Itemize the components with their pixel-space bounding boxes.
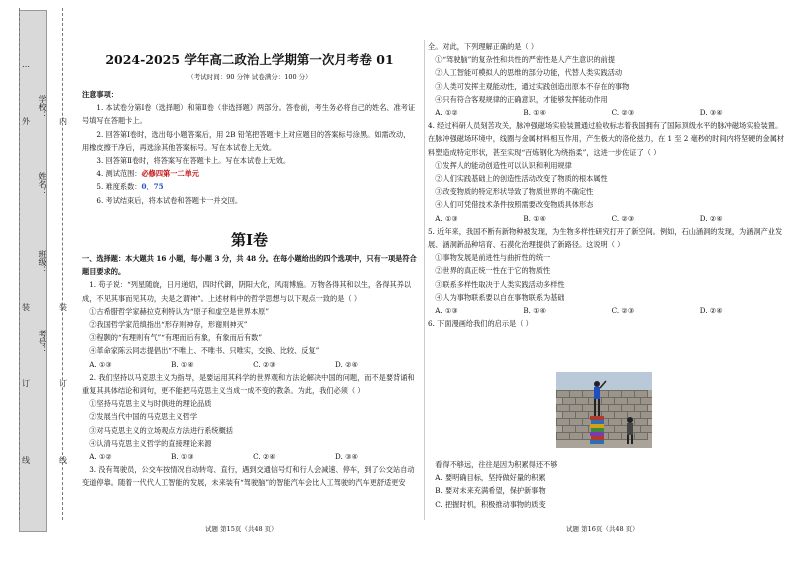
q5-options xyxy=(428,304,788,317)
comic-caption: 看得不够远，往往是因为积累得还不够 xyxy=(435,460,558,469)
q6-stem: 6. 下面漫画给我们的启示是（ ） xyxy=(428,319,533,329)
binding-dash-outer xyxy=(19,8,20,520)
binding-dash-inner xyxy=(62,8,63,520)
q5-option-d[interactable]: D. ②④ xyxy=(699,306,723,316)
q1-option-b[interactable]: B. ①④ xyxy=(171,359,194,369)
q4-item: ④人们可凭借技术条件按照需要改变物质具体形态 xyxy=(435,200,594,210)
q2-options xyxy=(82,450,417,463)
q1-item: ④革命家陈云同志提倡出“不唯上、不唯书、只唯实，交换、比较、反复” xyxy=(89,346,320,356)
q5-stem: 5. 近年来，我国不断有新物种被发现，为生物多样性研究打开了新空间。例如，石山涵洞的发现，为涵洞产业发展、涵洞新品种培育、石漠化治理提供了新路径。这说明（ ） xyxy=(428,226,783,250)
notes-heading: 注意事项： xyxy=(82,90,118,99)
name-label: 姓名： xyxy=(38,172,47,196)
left-column xyxy=(82,88,417,207)
page-footer-left: 试题 第15页（共48 页） xyxy=(205,525,278,533)
page-footer-right: 试题 第16页（共48 页） xyxy=(566,525,639,533)
q1-option-c[interactable]: C. ②③ xyxy=(253,359,276,369)
q4-option-c[interactable]: C. ②③ xyxy=(611,213,635,223)
q2-item: ③对马克思主义的立场观点方法进行系统概括 xyxy=(89,425,233,435)
q6-block xyxy=(428,458,788,511)
comic-figures xyxy=(556,372,652,448)
note-5-label: 5. 难度系数： xyxy=(96,182,142,192)
q3-item: ②人工智能可模拟人的思维的部分功能，代替人类实践活动 xyxy=(435,68,623,78)
q5-item: ④人为事物联系要以自在事物联系为基础 xyxy=(435,292,565,302)
q5-option-b[interactable]: B. ①④ xyxy=(523,306,547,316)
q1-item: ③程颢的“有理则有气”“有理而后有象，有象而后有数” xyxy=(89,333,263,343)
q4-options xyxy=(428,212,788,225)
class-label: 班级： xyxy=(38,250,47,274)
exam-title: 2024-2025 学年高二政治上学期第一次月考卷 01 xyxy=(105,52,394,67)
q3-option-c[interactable]: C. ②③ xyxy=(611,108,635,118)
q1-option-a[interactable]: A. ①③ xyxy=(89,359,112,369)
q4-option-d[interactable]: D. ②④ xyxy=(699,213,723,223)
note-2: 2. 回答第Ⅰ卷时，选出每小题答案后，用 2B 铅笔把答题卡上对应题目的答案标号涂黑。如需改动，用橡皮擦干净后，再选涂其他答案标号。写在本试卷上无效。 xyxy=(82,129,411,152)
school-label: 学校： xyxy=(38,95,47,119)
q5-item: ③联系多样性取决于人类实践活动多样性 xyxy=(435,279,565,289)
difficulty-value: 0．75 xyxy=(141,182,164,192)
column-separator xyxy=(424,40,425,520)
comic-image xyxy=(556,372,652,448)
q3-option-d[interactable]: D. ③④ xyxy=(699,108,723,118)
q6-option-c[interactable]: C. 把握时机，积极推动事物的质变 xyxy=(435,499,546,509)
q3-item: ④只有符合客观规律的正确意识，才能够发挥能动作用 xyxy=(435,94,608,104)
left-questions xyxy=(82,252,417,490)
q4-item: ③改变物质的特定形状导致了物质世界的不确定性 xyxy=(435,187,594,197)
q4-option-a[interactable]: A. ①③ xyxy=(435,213,458,223)
q4-item: ①发挥人的能动创造性可以认识和利用规律 xyxy=(435,160,572,170)
binding-char: 装 xyxy=(59,303,67,312)
q5-option-c[interactable]: C. ②③ xyxy=(611,306,635,316)
q2-item: ②发展当代中国的马克思主义哲学 xyxy=(89,412,198,422)
binding-strip xyxy=(12,10,52,556)
binding-char: 内 xyxy=(59,117,67,126)
exam-subtitle: （考试时间：90 分钟 试卷满分：100 分） xyxy=(187,73,312,81)
q5-item: ①事物发展是前进性与曲折性的统一 xyxy=(435,253,551,263)
note-3: 3. 回答第Ⅱ卷时，将答案写在答题卡上。写在本试卷上无效。 xyxy=(96,156,291,166)
q3-item: ①“驾驶脑”的复杂性和共性的严密性是人产生意识的前提 xyxy=(435,55,616,65)
q2-option-d[interactable]: D. ③④ xyxy=(335,452,359,462)
q3-options xyxy=(428,106,788,119)
binding-char: 线 xyxy=(59,456,67,465)
q2-option-a[interactable]: A. ①② xyxy=(89,452,112,462)
note-1: 1. 本试卷分第Ⅰ卷（选择题）和第Ⅱ卷（非选择题）两部分。答卷前，考生务必将自己的姓名、准考证号填写在答题卡上。 xyxy=(82,103,416,126)
q5-option-a[interactable]: A. ①③ xyxy=(435,306,458,316)
q3-option-a[interactable]: A. ①② xyxy=(435,108,458,118)
q3-stem-part2: 全。对此，下列理解正确的是（ ） xyxy=(428,42,539,51)
section-title: 第Ⅰ卷 xyxy=(230,231,269,249)
q2-item: ④认清马克思主义哲学的直接理论来源 xyxy=(89,438,212,448)
q4-item: ②人们实践基础上的创造性活动改变了物质的根本属性 xyxy=(435,174,608,184)
binding-char: 订 xyxy=(22,379,30,388)
binding-char: 线 xyxy=(22,456,30,465)
exam-number-label: 考号： xyxy=(38,330,47,354)
q2-option-b[interactable]: B. ①③ xyxy=(171,452,194,462)
q5-item: ②世界的真正统一性在于它的物质性 xyxy=(435,266,551,276)
q1-item: ②我国哲学家范缜指出“形存则神存，形谢则神灭” xyxy=(89,320,248,330)
q1-options xyxy=(82,358,417,371)
note-6: 6. 考试结束后，将本试卷和答题卡一并交回。 xyxy=(96,195,243,205)
q3-option-b[interactable]: B. ①④ xyxy=(523,108,547,118)
binding-char: 外 xyxy=(22,117,30,126)
q4-option-b[interactable]: B. ①④ xyxy=(523,213,547,223)
q6-option-a[interactable]: A. 要明确目标，坚持做好量的积累 xyxy=(435,473,546,483)
q3-item: ③人类可发挥主观能动性，通过实践创造出原本不存在的事物 xyxy=(435,81,630,91)
q2-option-c[interactable]: C. ②④ xyxy=(253,452,276,462)
q2-stem: 2. 我们坚持以马克思主义为指导，是要运用其科学的世界观和方法论解决中国的问题，而不是要背诵和重复其具体结论和词句，更不能把马克思主义当成一成不变的教条。为此，我们必须（ ） xyxy=(82,372,415,396)
test-scope: 必修四第一二单元 xyxy=(141,169,199,179)
q4-stem: 4. 经过科研人员刻苦攻关，脉冲强磁场实验装置通过验收标志着我国拥有了国际顶级水平的脉冲磁场实验装置。在脉冲强磁场环境中，线圈与金属材料相互作用，产生极大的洛伦兹力，在 1 至 2 毫秒的时间内将坚硬的金属材料塑造成特定形状，甚至实现“百炼钢化为绕指柔”，这进一步佐证了（ ） xyxy=(428,121,785,157)
right-column xyxy=(428,40,788,330)
note-5 xyxy=(82,180,417,193)
q6-option-b[interactable]: B. 要对未来充满希望，保护新事物 xyxy=(435,486,546,496)
binding-char: 订 xyxy=(59,379,67,388)
section-instruction: 一、选择题：本大题共 16 小题，每小题 3 分，共 48 分。在每小题给出的四个选项中，只有一项是符合题目要求的。 xyxy=(82,254,417,277)
q2-item: ①坚持马克思主义与时俱进的理论品质 xyxy=(89,399,212,409)
q1-option-d[interactable]: D. ②④ xyxy=(335,359,359,369)
binding-char: … xyxy=(22,60,30,69)
note-4 xyxy=(82,167,417,180)
q3-stem-part1: 3. 没有驾驶员，公交车按情况自动转弯、直行，遇到交通信号灯和行人会减速、停车，到了公交站自动变道停靠。随着一代代人工智能的发展，未来装有“驾驶脑”的智能汽车会比人工驾驶的汽车更舒适更安 xyxy=(82,465,415,488)
binding-char: 装 xyxy=(22,303,30,312)
q1-stem: 1. 苟子说：“列星随旋，日月递炤，四时代御，阴阳大化，风雨博施。万物各得其和以生，各得其养以成，不见其事而见其功，夫是之谓神”。上述材料中的哲学思想与以下观点一致的是（ ） xyxy=(82,280,412,303)
note-4-label: 4. 测试范围： xyxy=(96,169,142,179)
q1-item: ①古希腊哲学家赫拉克利特认为“原子和虚空是世界本原” xyxy=(89,306,270,316)
